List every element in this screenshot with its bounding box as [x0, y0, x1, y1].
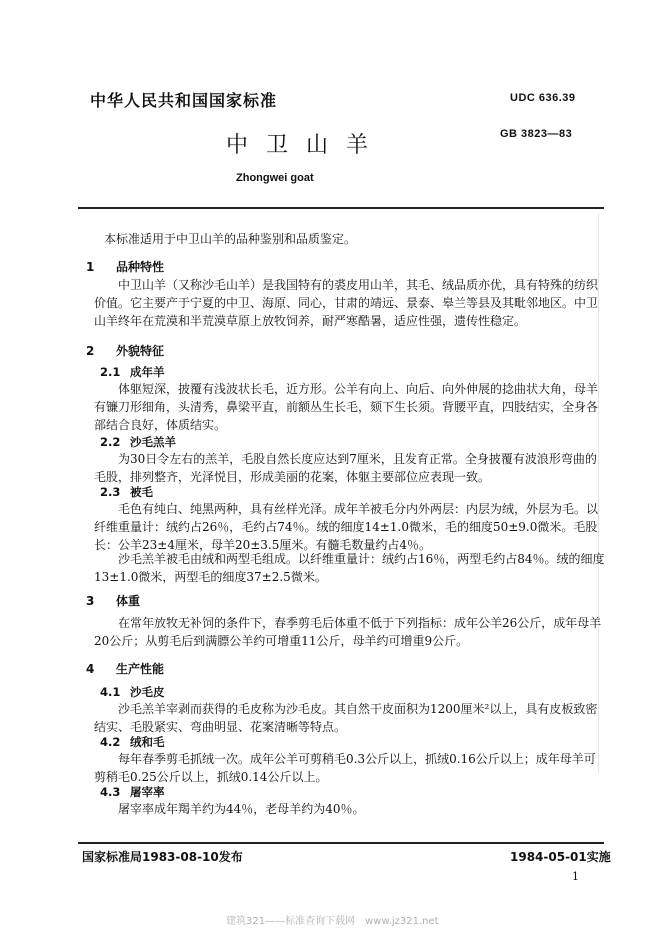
section-2-1-heading — [100, 364, 165, 380]
section-3-paragraph: 在常年放牧无补饲的条件下，春季剪毛后体重不低于下列指标：成年公羊26公斤，成年母羊20公斤；从剪毛后到满膘公羊约可增重11公斤，母羊约可增重9公斤。 — [94, 616, 602, 648]
subsection-title: 成年羊 — [130, 365, 165, 379]
section-1-paragraph: 中卫山羊（又称沙毛山羊）是我国特有的裘皮用山羊，其毛、绒品质亦优，具有特殊的纺织价值。它主要产于宁夏的中卫、海原、同心，甘肃的靖远、景泰、皋兰等县及其毗邻地区。中卫山羊终年在荒漠和半荒漠草原上放牧饲养，耐严寒酷暑，适应性强，遗传性稳定。 — [94, 278, 599, 328]
footer-rule — [78, 842, 604, 844]
section-title: 体重 — [116, 594, 141, 608]
gb-standard-code: GB 3823—83 — [500, 128, 573, 140]
page-number: 1 — [572, 870, 579, 883]
effective-date: 1984-05-01实施 — [510, 850, 611, 864]
subsection-title: 被毛 — [130, 485, 153, 499]
section-1-heading — [86, 258, 164, 275]
section-4-2-heading — [100, 734, 165, 750]
standard-org-heading: 中华人民共和国国家标准 — [90, 91, 278, 110]
section-2-3-paragraph-1: 毛色有纯白、纯黑两种，具有丝样光泽。成年羊被毛分内外两层：内层为绒，外层为毛。以纤维重量计：绒约占26％，毛约占74％。绒的细度14±1.0微米，毛的细度50±9.0微米。毛股长：公羊23±4厘米，母羊20±3.5厘米。有髓毛数量约占4％。 — [94, 502, 599, 552]
subsection-number: 4.3 — [100, 785, 121, 799]
section-4-1-paragraph: 沙毛羔羊宰剥而获得的毛皮称为沙毛皮。其自然干皮面积为1200厘米²以上，具有皮板致密结实、毛股紧实、弯曲明显、花案清晰等特点。 — [94, 702, 598, 734]
udc-code: UDC 636.39 — [510, 92, 576, 104]
section-4-3-heading — [100, 784, 165, 800]
section-4-2-paragraph: 每年春季剪毛抓绒一次。成年公羊可剪稍毛0.3公斤以上，抓绒0.16公斤以上；成年母羊可剪稍毛0.25公斤以上，抓绒0.14公斤以上。 — [94, 752, 596, 784]
subsection-title: 沙毛皮 — [130, 685, 165, 699]
section-4-1-heading — [100, 684, 165, 700]
subsection-number: 4.2 — [100, 735, 121, 749]
subsection-number: 2.3 — [100, 485, 121, 499]
section-number: 3 — [86, 594, 95, 608]
header-rule — [78, 207, 604, 209]
subsection-number: 2.2 — [100, 435, 121, 449]
document-title: 中卫山羊 — [226, 133, 387, 158]
section-title: 生产性能 — [116, 662, 165, 676]
section-2-2-heading — [100, 434, 176, 450]
subsection-title: 屠宰率 — [130, 785, 165, 799]
section-2-3-heading — [100, 484, 153, 500]
section-title: 品种特性 — [116, 260, 165, 274]
section-title: 外貌特征 — [116, 344, 165, 358]
section-4-heading — [86, 660, 164, 677]
document-subtitle: Zhongwei goat — [236, 172, 314, 184]
section-2-1-paragraph: 体躯短深，披覆有浅波状长毛，近方形。公羊有向上、向后、向外伸展的捻曲状大角，母羊有镰刀形细角，头清秀，鼻梁平直，前额丛生长毛，颏下生长须。背腰平直，四肢结实，全身各部结合良好，体质结实。 — [94, 382, 599, 432]
section-2-2-paragraph: 为30日令左右的羔羊，毛股自然长度应达到7厘米，且发育正常。全身披覆有波浪形弯曲的毛股，排列整齐，光泽悦目，形成美丽的花案，体躯主要部位应表现一致。 — [94, 452, 597, 484]
subsection-number: 2.1 — [100, 365, 121, 379]
section-3-heading — [86, 592, 140, 609]
section-2-heading — [86, 342, 164, 359]
subsection-title: 沙毛羔羊 — [130, 435, 176, 449]
section-2-3-paragraph-2: 沙毛羔羊被毛由绒和两型毛组成。以纤维重量计：绒约占16％，两型毛约占84％。绒的细度13±1.0微米，两型毛的细度37±2.5微米。 — [94, 552, 605, 584]
watermark: 建筑321——标准查询下载网 www.jz321.net — [226, 916, 439, 927]
subsection-number: 4.1 — [100, 685, 121, 699]
section-4-3-paragraph: 屠宰率成年羯羊约为44％，老母羊约为40％。 — [118, 802, 365, 816]
section-number: 1 — [86, 260, 95, 274]
section-number: 4 — [86, 662, 95, 676]
subsection-title: 绒和毛 — [130, 735, 165, 749]
section-number: 2 — [86, 344, 95, 358]
issue-date: 国家标准局1983-08-10发布 — [82, 850, 243, 864]
intro-paragraph: 本标准适用于中卫山羊的品种鉴别和品质鉴定。 — [104, 232, 357, 246]
